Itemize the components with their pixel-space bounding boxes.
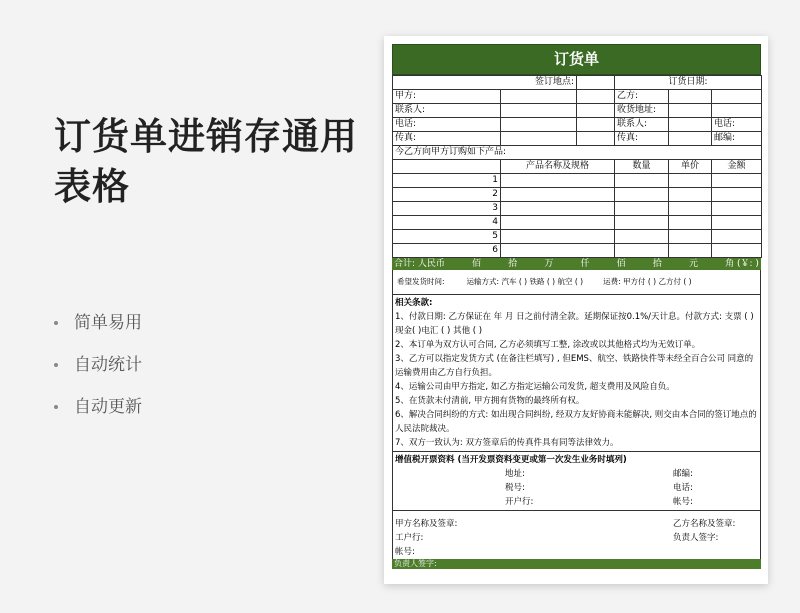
- order-form: [392, 44, 761, 569]
- blank-cell: [577, 132, 615, 146]
- term-item: 6、解决合同纠纷的方式: 如出现合同纠纷, 经双方友好协商未能解决, 则交由本合同的签订地点的人民法院裁决。: [395, 410, 757, 434]
- price-cell[interactable]: [669, 174, 712, 188]
- table-row: [393, 202, 762, 216]
- product-cell[interactable]: [501, 202, 615, 216]
- price-cell[interactable]: [669, 244, 712, 258]
- feature-item: 自动更新: [54, 396, 142, 438]
- form-title: 订货单: [392, 44, 761, 75]
- amount-cell[interactable]: [712, 202, 762, 216]
- account-a-label: 帐号:: [395, 547, 415, 557]
- product-cell[interactable]: [501, 188, 615, 202]
- order-intro: 今乙方向甲方订购如下产品:: [393, 146, 762, 160]
- quantity-cell[interactable]: [615, 174, 669, 188]
- postcode-label: 邮编:: [712, 132, 762, 146]
- fax-b-cell[interactable]: [669, 132, 712, 146]
- table-row: [393, 244, 762, 258]
- term-item: 1、付款日期: 乙方保证在 年 月 日之前付清全款。延期保证按0.1%/天计息。付款方式: 支票 ( ) 现金( )电汇 ( ) 其他 ( ): [395, 312, 754, 336]
- blank-cell: [712, 90, 762, 104]
- feature-item: 自动统计: [54, 354, 142, 396]
- price-cell[interactable]: [669, 216, 712, 230]
- col-header-quantity: 数量: [615, 160, 669, 174]
- ship-address-label: 收货地址:: [615, 104, 669, 118]
- contact-b-label: 联系人:: [615, 118, 669, 132]
- table-row: [393, 174, 762, 188]
- vat-bank-label: 开户行:: [505, 497, 534, 507]
- term-item: 5、在货款未付清前, 甲方拥有货物的最终所有权。: [395, 396, 585, 406]
- signature-section: [392, 511, 761, 559]
- amount-cell[interactable]: [712, 174, 762, 188]
- transport-options[interactable]: 运输方式: 汽车 ( ) 铁路 ( ) 航空 ( ): [466, 277, 584, 286]
- term-item: 3、乙方可以指定发货方式 (在备注栏填写) , 但EMS、航空、铁路快件等未经全百合公司 同意的运输费用由乙方自行负担。: [395, 354, 754, 378]
- price-cell[interactable]: [669, 202, 712, 216]
- row-number: 4: [393, 216, 501, 230]
- person-a-bar: 负责人签字:: [392, 559, 761, 569]
- product-cell[interactable]: [501, 244, 615, 258]
- term-item: 2、本订单为双方认可合同, 乙方必须填写工整, 涂改或以其他格式均为无效订单。: [395, 340, 701, 350]
- term-item: 7、双方一致认为: 双方签章后的传真件具有同等法律效力。: [395, 438, 619, 448]
- row-number: 5: [393, 230, 501, 244]
- quantity-cell[interactable]: [615, 230, 669, 244]
- feature-item: 简单易用: [54, 312, 142, 354]
- amount-cell[interactable]: [712, 244, 762, 258]
- table-row: [393, 230, 762, 244]
- row-number-header: [393, 160, 501, 174]
- feature-list: [54, 312, 142, 438]
- vat-account-label: 帐号:: [673, 497, 693, 507]
- blank-cell: [577, 104, 615, 118]
- quantity-cell[interactable]: [615, 216, 669, 230]
- party-b-label: 乙方:: [615, 90, 669, 104]
- bullet-icon: [54, 363, 58, 367]
- row-number: 1: [393, 174, 501, 188]
- table-row: [393, 216, 762, 230]
- blank-cell: [712, 104, 762, 118]
- amount-cell[interactable]: [712, 188, 762, 202]
- row-number: 2: [393, 188, 501, 202]
- sign-a-label: 甲方名称及签章:: [395, 519, 458, 529]
- contact-b-cell[interactable]: [669, 118, 712, 132]
- fax-cell[interactable]: [501, 132, 577, 146]
- vat-address-label: 地址:: [505, 469, 525, 479]
- product-cell[interactable]: [501, 216, 615, 230]
- vat-title: 增值税开票资料 (当开发票资料变更或第一次发生业务时填列): [395, 455, 627, 465]
- terms-section: [392, 294, 761, 452]
- party-a-label: 甲方:: [393, 90, 501, 104]
- vat-postcode-label: 邮编:: [673, 469, 693, 479]
- bullet-icon: [54, 321, 58, 325]
- freight-options[interactable]: 运费: 甲方付 ( ) 乙方付 ( ): [603, 277, 692, 286]
- row-number: 6: [393, 244, 501, 258]
- product-cell[interactable]: [501, 230, 615, 244]
- quantity-cell[interactable]: [615, 202, 669, 216]
- total-bar: 合计: 人民币 佰 拾 万 仟 佰 拾 元 角 (￥: ): [392, 258, 761, 270]
- phone-label: 电话:: [393, 118, 501, 132]
- quantity-cell[interactable]: [615, 244, 669, 258]
- ship-time-label: 希望发货时间:: [397, 277, 445, 286]
- fax-label: 传真:: [393, 132, 501, 146]
- order-info-table: [392, 75, 762, 258]
- bullet-icon: [54, 405, 58, 409]
- order-date-label: 订货日期:: [615, 76, 762, 90]
- fax-b-label: 传真:: [615, 132, 669, 146]
- person-b-label: 负责人签字:: [673, 533, 719, 543]
- order-form-preview: [384, 36, 768, 584]
- vat-invoice-section: [392, 452, 761, 511]
- price-cell[interactable]: [669, 230, 712, 244]
- product-cell[interactable]: [501, 174, 615, 188]
- price-cell[interactable]: [669, 188, 712, 202]
- terms-title: 相关条款:: [395, 298, 433, 308]
- phone-cell[interactable]: [501, 118, 577, 132]
- amount-cell[interactable]: [712, 230, 762, 244]
- phone-b-label: 电话:: [712, 118, 762, 132]
- quantity-cell[interactable]: [615, 188, 669, 202]
- vat-phone-label: 电话:: [673, 483, 693, 493]
- sign-b-label: 乙方名称及签章:: [673, 519, 736, 529]
- contact-cell[interactable]: [501, 104, 577, 118]
- bank-a-label: 工户行:: [395, 533, 424, 543]
- sign-place-cell[interactable]: [577, 76, 615, 90]
- shipping-row: [392, 270, 761, 294]
- row-number: 3: [393, 202, 501, 216]
- contact-label: 联系人:: [393, 104, 501, 118]
- table-row: [393, 188, 762, 202]
- blank-cell: [577, 118, 615, 132]
- sign-place-label: 签订地点:: [393, 76, 577, 90]
- vat-tax-label: 税号:: [505, 483, 525, 493]
- col-header-amount: 金额: [712, 160, 762, 174]
- col-header-price: 单价: [669, 160, 712, 174]
- page-title: 订货单进销存通用表格: [54, 115, 358, 208]
- party-a-cell[interactable]: [501, 90, 577, 104]
- amount-cell[interactable]: [712, 216, 762, 230]
- term-item: 4、运输公司由甲方指定, 如乙方指定运输公司发货, 超支费用及风险自负。: [395, 382, 675, 392]
- party-b-cell[interactable]: [669, 90, 712, 104]
- blank-cell: [577, 90, 615, 104]
- col-header-product: 产品名称及规格: [501, 160, 615, 174]
- ship-address-cell[interactable]: [669, 104, 712, 118]
